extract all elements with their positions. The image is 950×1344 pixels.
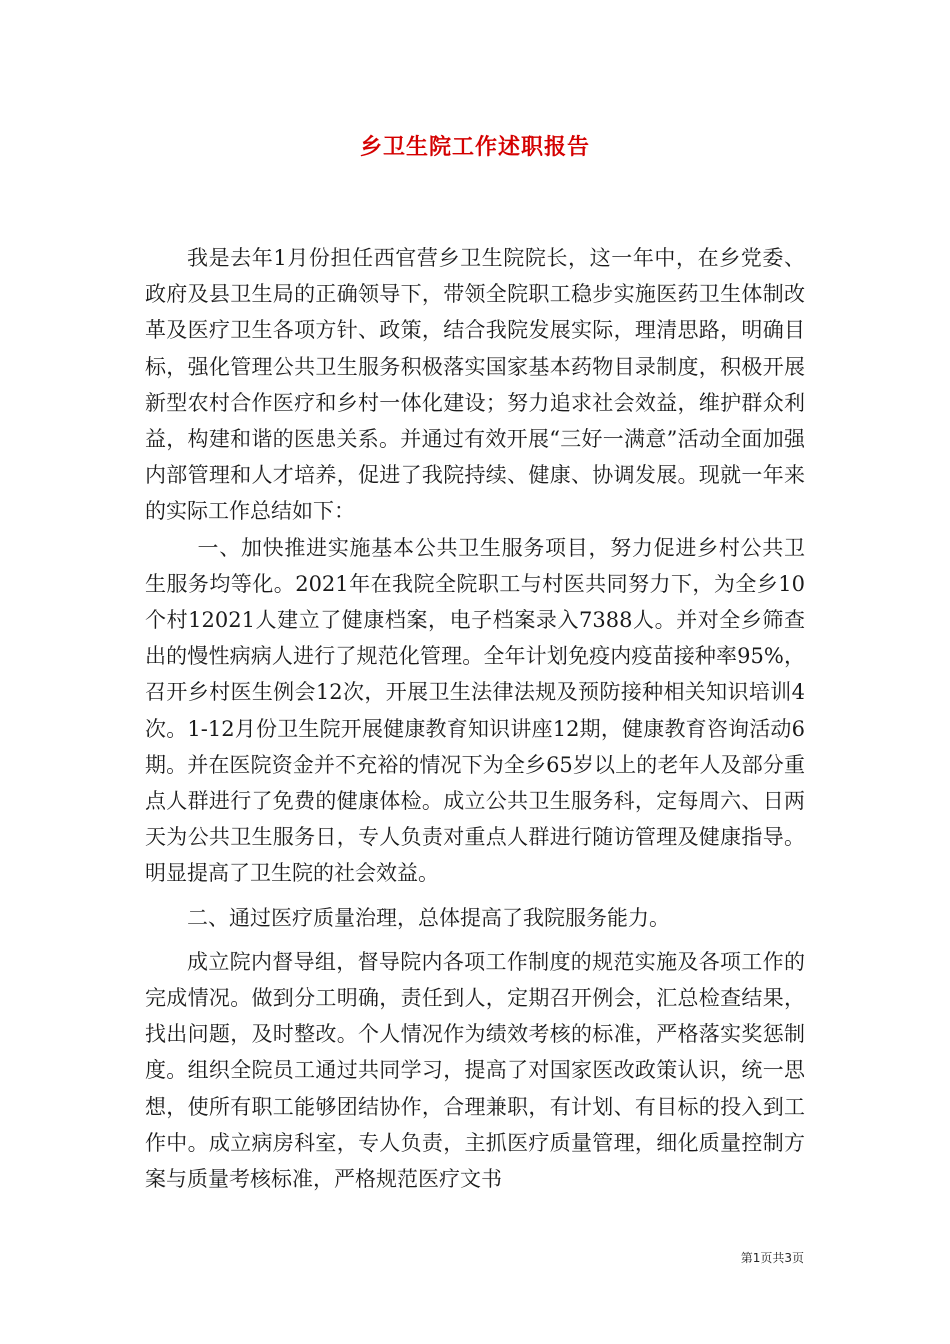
paragraph-section-one: 一、加快推进实施基本公共卫生服务项目，努力促进乡村公共卫生服务均等化。2021年在我院全院职工与村医共同努力下，为全乡10个村12021人建立了健康档案，电子档案录入7388人。并对全乡筛查出的慢性病病人进行了规范化管理。全年计划免疫内疫苗接种率95%，召开乡村医生例会12次，开展卫生法律法规及预防接种相关知识培训4次。1-12月份卫生院开展健康教育知识讲座12期，健康教育咨询活动6期。并在医院资金并不充裕的情况下为全乡65岁以上的老年人及部分重点人群进行了免费的健康体检。成立公共卫生服务科，定每周六、日两天为公共卫生服务日，专人负责对重点人群进行随访管理及健康指导。明显提高了卫生院的社会效益。 <box>145 535 805 886</box>
paragraph-section-two-body: 成立院内督导组，督导院内各项工作制度的规范实施及各项工作的完成情况。做到分工明确，责任到人，定期召开例会，汇总检查结果，找出问题，及时整改。个人情况作为绩效考核的标准，严格落实奖惩制度。组织全院员工通过共同学习，提高了对国家医改政策认识，统一思想，使所有职工能够团结协作，合理兼职，有计划、有目标的投入到工作中。成立病房科室，专人负责，主抓医疗质量管理，细化质量控制方案与质量考核标准，严格规范医疗文书 <box>145 949 805 1192</box>
document-body <box>145 240 805 1197</box>
paragraph-section-two-heading: 二、通过医疗质量治理，总体提高了我院服务能力。 <box>187 905 670 930</box>
document-title: 乡卫生院工作述职报告 <box>359 135 590 160</box>
page-number: 第1页共3页 <box>740 1251 804 1265</box>
paragraph-intro: 我是去年1月份担任西官营乡卫生院院长，这一年中，在乡党委、政府及县卫生局的正确领导下，带领全院职工稳步实施医药卫生体制改革及医疗卫生各项方针、政策，结合我院发展实际，理清思路，明确目标，强化管理公共卫生服务积极落实国家基本药物目录制度，积极开展新型农村合作医疗和乡村一体化建设；努力追求社会效益，维护群众利益，构建和谐的医患关系。并通过有效开展“三好一满意”活动全面加强内部管理和人才培养，促进了我院持续、健康、协调发展。现就一年来的实际工作总结如下： <box>145 246 805 524</box>
